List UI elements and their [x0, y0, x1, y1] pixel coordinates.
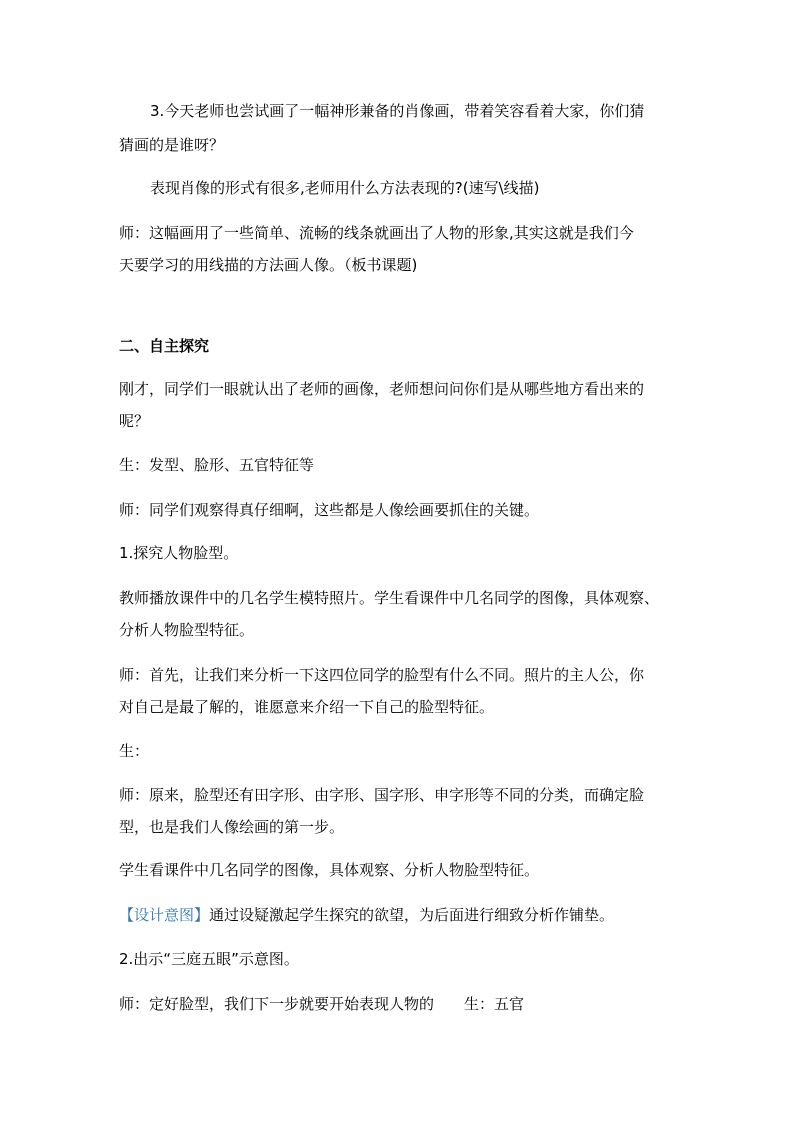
paragraph-line: 分析人物脸型特征。 — [119, 621, 255, 639]
paragraph-line: 教师播放课件中的几名学生模特照片。学生看课件中几名同学的图像，具体观察、 — [119, 589, 660, 607]
paragraph-line: 2.出示“三庭五眼”示意图。 — [119, 950, 299, 968]
paragraph-line: 1.探究人物脸型。 — [119, 544, 239, 562]
paragraph-line: 学生看课件中几名同学的图像，具体观察、分析人物脸型特征。 — [119, 861, 540, 879]
paragraph-line: 师：同学们观察得真仔细啊，这些都是人像绘画要抓住的关键。 — [119, 501, 540, 519]
paragraph-line: 刚才，同学们一眼就认出了老师的画像，老师想问问你们是从哪些地方看出来的 — [119, 380, 645, 398]
paragraph-line: 师：首先，让我们来分析一下这四位同学的脸型有什么不同。照片的主人公，你 — [119, 666, 645, 684]
paragraph-line: 3.今天老师也尝试画了一幅神形兼备的肖像画，带着笑容看着大家，你们猜 — [150, 102, 645, 120]
paragraph-line: 表现肖像的形式有很多,老师用什么方法表现的?(速写\线描) — [150, 179, 540, 197]
paragraph-line: 师：这幅画用了一些简单、流畅的线条就画出了人物的形象,其实这就是我们今 — [119, 224, 634, 242]
paragraph-line: 呢？ — [119, 412, 150, 430]
paragraph-line: 生： — [119, 742, 150, 760]
design-intent-label: 【设计意图】 — [119, 906, 210, 924]
paragraph-line: 生：发型、脸形、五官特征等 — [119, 456, 315, 474]
design-intent-paragraph — [119, 900, 679, 930]
paragraph-line: 师：定好脸型，我们下一步就要开始表现人物的 生：五官 — [119, 995, 525, 1013]
paragraph-line: 对自己是最了解的，谁愿意来介绍一下自己的脸型特征。 — [119, 698, 495, 716]
paragraph-line: 猜画的是谁呀？ — [119, 136, 225, 154]
design-intent-text: 通过设疑激起学生探究的欲望，为后面进行细致分析作铺垫。 — [209, 906, 615, 924]
paragraph-line: 型，也是我们人像绘画的第一步。 — [119, 818, 345, 836]
section-heading: 二、自主探究 — [119, 337, 210, 355]
paragraph-line: 师：原来，脸型还有田字形、由字形、国字形、申字形等不同的分类，而确定脸 — [119, 786, 645, 804]
paragraph-line: 天要学习的用线描的方法画人像。（板书课题) — [119, 256, 418, 274]
